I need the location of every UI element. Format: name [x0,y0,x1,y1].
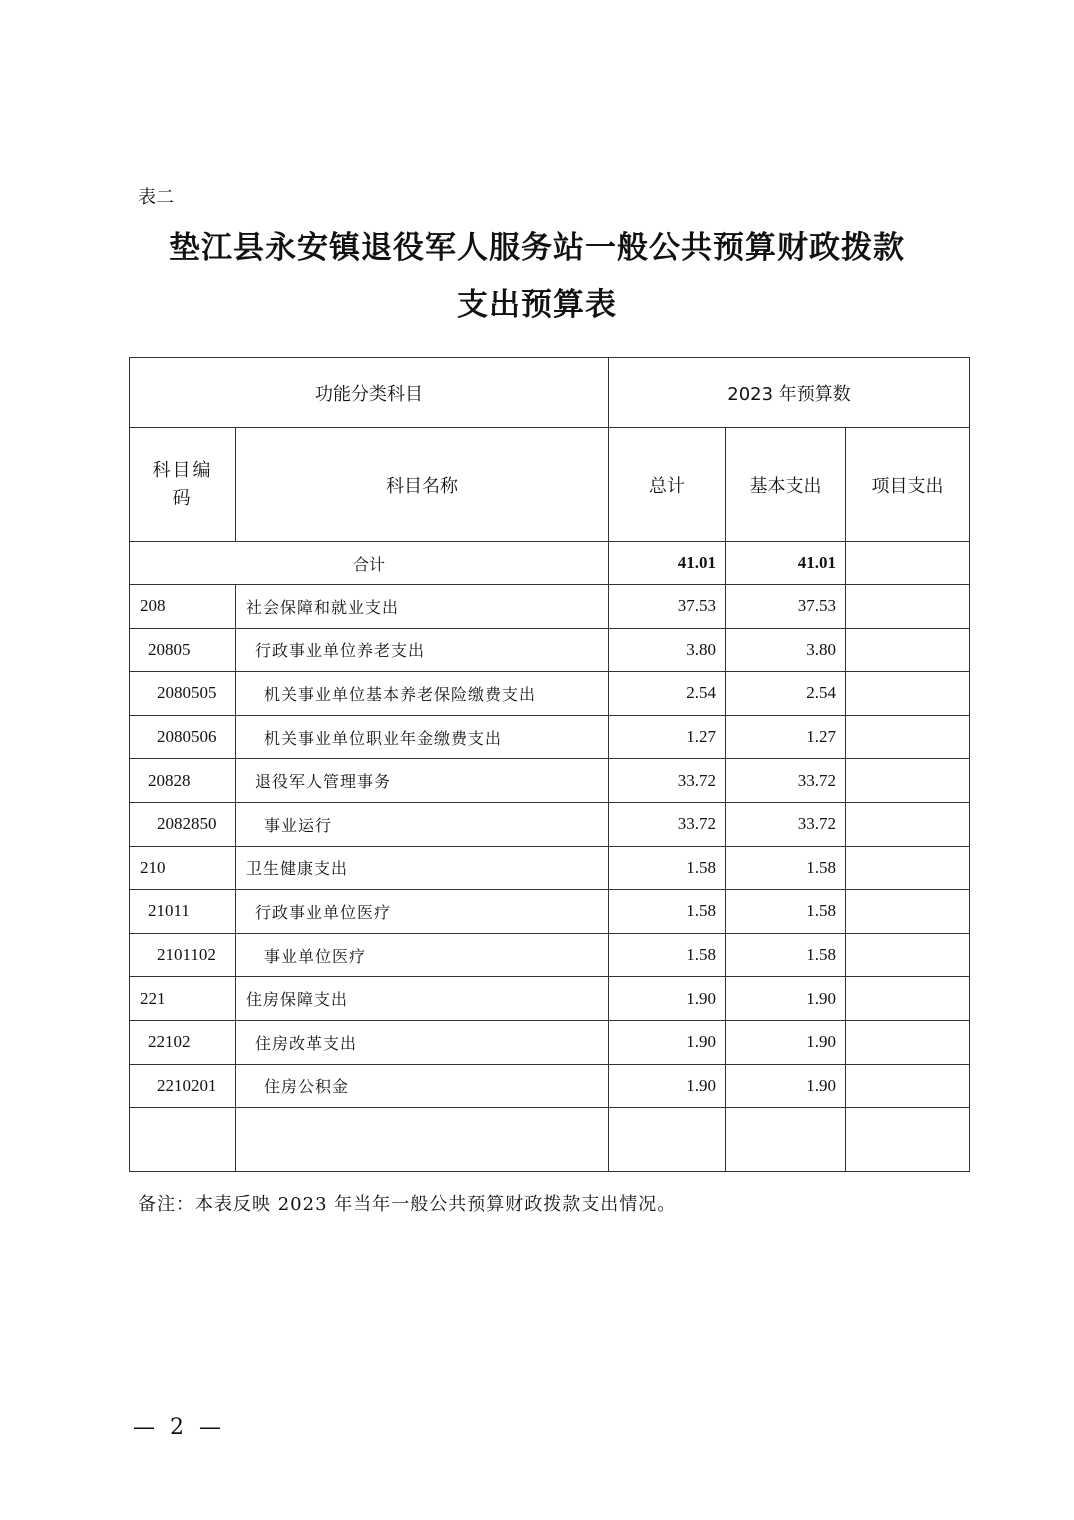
row-code: 2082850 [130,802,236,846]
table-row [130,1064,970,1108]
header-basic: 基本支出 [726,428,846,542]
row-basic: 1.90 [726,1064,846,1108]
table-row [130,890,970,934]
row-project [846,933,970,977]
row-name: 机关事业单位基本养老保险缴费支出 [236,672,609,716]
empty-cell [130,1108,236,1172]
table-row [130,585,970,629]
header-code-text: 科目编码 [152,459,213,509]
row-total: 1.58 [609,933,726,977]
row-name: 社会保障和就业支出 [236,585,609,629]
row-name: 机关事业单位职业年金缴费支出 [236,715,609,759]
row-basic: 33.72 [726,759,846,803]
page-title: 垫江县永安镇退役军人服务站一般公共预算财政拨款 [169,230,905,266]
row-project [846,628,970,672]
total-total: 41.01 [609,542,726,585]
row-total: 1.90 [609,1064,726,1108]
header-row-1 [130,358,970,428]
row-name: 行政事业单位养老支出 [236,628,609,672]
row-total: 1.58 [609,846,726,890]
row-name: 住房改革支出 [236,1020,609,1064]
row-total: 33.72 [609,759,726,803]
row-code: 21011 [130,890,236,934]
doc-label: 表二 [138,187,174,208]
row-code: 2210201 [130,1064,236,1108]
row-name: 事业单位医疗 [236,933,609,977]
row-basic: 1.90 [726,1020,846,1064]
empty-row [130,1108,970,1172]
row-code: 22102 [130,1020,236,1064]
footnote: 备注：本表反映 2023 年当年一般公共预算财政拨款支出情况。 [138,1194,677,1215]
empty-cell [846,1108,970,1172]
page-number: — 2 — [133,1415,225,1440]
total-label: 合计 [130,542,609,585]
table-row [130,802,970,846]
row-project [846,1020,970,1064]
row-basic: 37.53 [726,585,846,629]
row-total: 1.58 [609,890,726,934]
row-code: 221 [130,977,236,1021]
header-functional-classification: 功能分类科目 [130,358,609,428]
total-row [130,542,970,585]
row-code: 2080505 [130,672,236,716]
row-project [846,846,970,890]
empty-cell [726,1108,846,1172]
row-total: 1.90 [609,1020,726,1064]
row-name: 行政事业单位医疗 [236,890,609,934]
row-project [846,977,970,1021]
row-project [846,1064,970,1108]
header-row-2 [130,428,970,542]
row-name: 事业运行 [236,802,609,846]
row-basic: 1.27 [726,715,846,759]
row-code: 20805 [130,628,236,672]
header-total: 总计 [609,428,726,542]
row-code: 210 [130,846,236,890]
row-total: 37.53 [609,585,726,629]
row-code: 20828 [130,759,236,803]
row-name: 住房公积金 [236,1064,609,1108]
row-basic: 1.58 [726,933,846,977]
row-name: 住房保障支出 [236,977,609,1021]
header-budget-year: 2023 年预算数 [609,358,970,428]
row-basic: 1.58 [726,846,846,890]
row-total: 33.72 [609,802,726,846]
row-basic: 1.58 [726,890,846,934]
header-code [130,428,236,542]
table-row [130,977,970,1021]
row-project [846,585,970,629]
empty-cell [236,1108,609,1172]
row-name: 卫生健康支出 [236,846,609,890]
table-row [130,933,970,977]
empty-cell [609,1108,726,1172]
row-basic: 33.72 [726,802,846,846]
table-row [130,715,970,759]
row-code: 208 [130,585,236,629]
row-total: 1.90 [609,977,726,1021]
table-row [130,846,970,890]
row-basic: 1.90 [726,977,846,1021]
row-total: 1.27 [609,715,726,759]
row-project [846,802,970,846]
row-project [846,715,970,759]
row-code: 2101102 [130,933,236,977]
table-row [130,759,970,803]
row-basic: 2.54 [726,672,846,716]
row-total: 2.54 [609,672,726,716]
header-name: 科目名称 [236,428,609,542]
row-project [846,890,970,934]
table-row [130,628,970,672]
table-row [130,672,970,716]
row-basic: 3.80 [726,628,846,672]
header-project: 项目支出 [846,428,970,542]
page-subtitle: 支出预算表 [457,287,617,323]
row-project [846,759,970,803]
row-code: 2080506 [130,715,236,759]
row-total: 3.80 [609,628,726,672]
total-basic: 41.01 [726,542,846,585]
row-name: 退役军人管理事务 [236,759,609,803]
total-project [846,542,970,585]
table-row [130,1020,970,1064]
budget-table [129,357,970,1172]
row-project [846,672,970,716]
